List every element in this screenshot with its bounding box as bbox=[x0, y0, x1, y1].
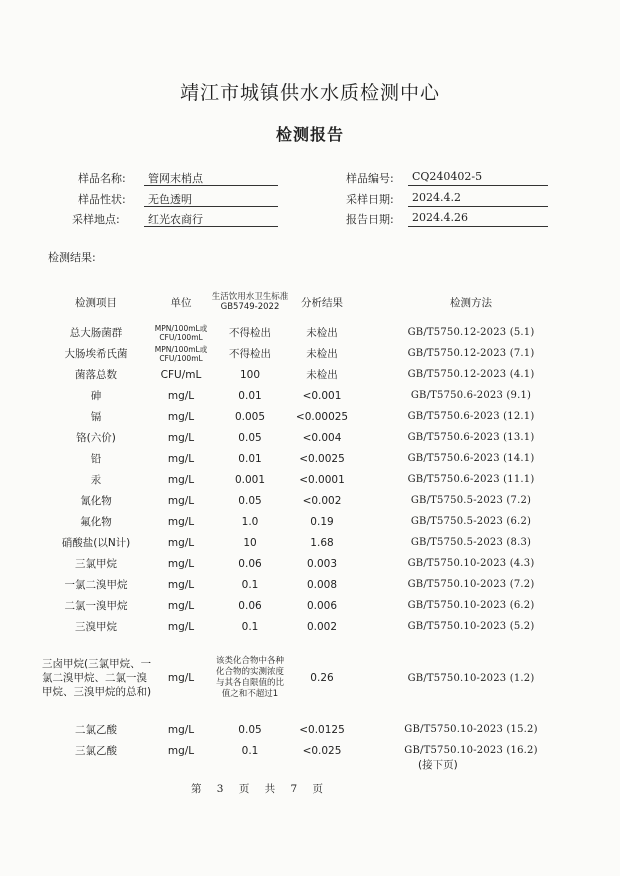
cell-method: GB/T5750.12-2023 (4.1) bbox=[407, 369, 535, 380]
cell-standard: 100 bbox=[239, 368, 261, 381]
cell-method: GB/T5750.5-2023 (8.3) bbox=[410, 537, 532, 548]
cell-unit: mg/L bbox=[167, 389, 195, 402]
table-row bbox=[40, 637, 588, 719]
cell-method: GB/T5750.10-2023 (6.2) bbox=[407, 600, 535, 611]
table-row bbox=[40, 574, 588, 595]
results-label: 检测结果: bbox=[48, 251, 96, 264]
table-row bbox=[40, 740, 588, 761]
sampling-date-value: 2024.4.2 bbox=[408, 191, 548, 207]
cell-standard: 0.1 bbox=[241, 744, 259, 757]
table-row bbox=[40, 469, 588, 490]
cell-standard: 10 bbox=[243, 536, 257, 549]
cell-unit: mg/L bbox=[167, 723, 195, 736]
cell-result: 未检出 bbox=[306, 348, 338, 360]
cell-standard: 0.06 bbox=[238, 599, 262, 612]
cell-unit: mg/L bbox=[167, 452, 195, 465]
cell-unit: mg/L bbox=[167, 494, 195, 507]
cell-unit: mg/L bbox=[167, 410, 195, 423]
table-row bbox=[40, 385, 588, 406]
header-result: 分析结果 bbox=[301, 296, 343, 309]
sample-name-label: 样品名称: bbox=[78, 172, 126, 185]
sampling-date-label: 采样日期: bbox=[346, 193, 394, 206]
cell-item: 砷 bbox=[90, 389, 102, 402]
cell-unit: mg/L bbox=[167, 744, 195, 757]
cell-method: GB/T5750.6-2023 (14.1) bbox=[407, 453, 535, 464]
cell-item: 三氯乙酸 bbox=[75, 744, 117, 757]
cell-standard: 不得检出 bbox=[229, 327, 271, 339]
cell-item: 汞 bbox=[90, 473, 102, 486]
table-row bbox=[40, 616, 588, 637]
cell-result: <0.0025 bbox=[299, 452, 345, 465]
header-method: 检测方法 bbox=[450, 296, 492, 309]
sampling-site-label: 采样地点: bbox=[72, 213, 120, 226]
cell-standard: 0.05 bbox=[238, 723, 262, 736]
cell-method: GB/T5750.12-2023 (5.1) bbox=[407, 327, 535, 338]
cell-method: GB/T5750.10-2023 (15.2) bbox=[404, 724, 538, 735]
cell-standard: 0.06 bbox=[238, 557, 262, 570]
table-row bbox=[40, 343, 588, 364]
cell-standard: 0.05 bbox=[238, 431, 262, 444]
table-row bbox=[40, 511, 588, 532]
cell-result: 0.002 bbox=[306, 620, 338, 633]
cell-result: <0.002 bbox=[302, 494, 342, 507]
results-table bbox=[40, 282, 588, 761]
table-row bbox=[40, 427, 588, 448]
cell-item: 氰化物 bbox=[80, 494, 112, 507]
cell-item: 总大肠菌群 bbox=[69, 326, 123, 339]
cell-method: GB/T5750.6-2023 (12.1) bbox=[407, 411, 535, 422]
cell-method: GB/T5750.10-2023 (7.2) bbox=[407, 579, 535, 590]
cell-result: 0.003 bbox=[306, 557, 338, 570]
cell-unit: CFU/mL bbox=[160, 368, 202, 381]
cell-item: 硝酸盐(以N计) bbox=[61, 536, 131, 549]
cell-method: GB/T5750.5-2023 (6.2) bbox=[410, 516, 532, 527]
cell-unit: mg/L bbox=[167, 431, 195, 444]
continued-note: (接下页) bbox=[418, 759, 458, 771]
cell-unit: mg/L bbox=[167, 620, 195, 633]
cell-method: GB/T5750.6-2023 (13.1) bbox=[407, 432, 535, 443]
cell-unit: mg/L bbox=[167, 473, 195, 486]
report-title: 检测报告 bbox=[275, 125, 344, 144]
sample-no-value: CQ240402-5 bbox=[408, 170, 548, 186]
cell-standard: 该类化合物中各种化合物的实测浓度与其各自限值的比值之和不超过1 bbox=[216, 656, 285, 699]
table-row bbox=[40, 595, 588, 616]
cell-method: GB/T5750.12-2023 (7.1) bbox=[407, 348, 535, 359]
cell-standard: 0.005 bbox=[234, 410, 266, 423]
cell-item: 二氯乙酸 bbox=[75, 723, 117, 736]
cell-unit: mg/L bbox=[167, 557, 195, 570]
table-row bbox=[40, 448, 588, 469]
cell-result: <0.025 bbox=[302, 744, 342, 757]
cell-method: GB/T5750.10-2023 (16.2) bbox=[404, 745, 538, 756]
table-row bbox=[40, 553, 588, 574]
cell-unit: mg/L bbox=[167, 515, 195, 528]
cell-result: 0.26 bbox=[310, 672, 334, 684]
cell-item: 镉 bbox=[90, 410, 102, 423]
cell-result: <0.0125 bbox=[299, 723, 345, 736]
sample-state-label: 样品性状: bbox=[78, 193, 126, 206]
cell-item: 二氯一溴甲烷 bbox=[64, 599, 128, 612]
cell-method: GB/T5750.6-2023 (9.1) bbox=[410, 390, 532, 401]
cell-result: 未检出 bbox=[306, 369, 338, 381]
table-row bbox=[40, 406, 588, 427]
cell-result: <0.0001 bbox=[299, 473, 345, 486]
cell-standard: 0.05 bbox=[238, 494, 262, 507]
cell-result: 0.006 bbox=[306, 599, 338, 612]
table-row bbox=[40, 490, 588, 511]
cell-result: <0.004 bbox=[302, 431, 342, 444]
report-date-value: 2024.4.26 bbox=[408, 211, 548, 227]
cell-item: 铅 bbox=[90, 452, 102, 465]
cell-method: GB/T5750.10-2023 (1.2) bbox=[407, 672, 535, 684]
header-item: 检测项目 bbox=[75, 296, 117, 309]
table-header-row bbox=[40, 282, 588, 322]
cell-standard: 0.1 bbox=[241, 620, 259, 633]
cell-unit: mg/L bbox=[167, 578, 195, 591]
header-unit: 单位 bbox=[170, 296, 192, 309]
cell-unit: MPN/100mL或CFU/100mL bbox=[154, 323, 208, 342]
cell-item: 一氯二溴甲烷 bbox=[64, 578, 128, 591]
cell-method: GB/T5750.10-2023 (4.3) bbox=[407, 558, 535, 569]
org-title: 靖江市城镇供水水质检测中心 bbox=[179, 82, 440, 104]
cell-result: 未检出 bbox=[306, 327, 338, 339]
header-standard: 生活饮用水卫生标准GB5749-2022 bbox=[211, 292, 289, 312]
cell-unit: mg/L bbox=[167, 536, 195, 549]
cell-item: 菌落总数 bbox=[75, 368, 117, 381]
cell-unit: mg/L bbox=[167, 599, 195, 612]
report-date-label: 报告日期: bbox=[346, 213, 394, 226]
cell-item: 三卤甲烷(三氯甲烷、一氯二溴甲烷、二氯一溴甲烷、三溴甲烷的总和) bbox=[42, 658, 152, 698]
cell-result: 1.68 bbox=[310, 536, 334, 549]
cell-standard: 0.01 bbox=[238, 452, 262, 465]
cell-method: GB/T5750.10-2023 (5.2) bbox=[407, 621, 535, 632]
sample-no-label: 样品编号: bbox=[346, 172, 394, 185]
cell-standard: 0.1 bbox=[241, 578, 259, 591]
cell-result: <0.001 bbox=[302, 389, 342, 402]
table-row bbox=[40, 322, 588, 343]
cell-result: 0.008 bbox=[306, 578, 338, 591]
cell-standard: 不得检出 bbox=[229, 348, 271, 360]
table-row bbox=[40, 364, 588, 385]
cell-result: 0.19 bbox=[310, 515, 334, 528]
cell-item: 三溴甲烷 bbox=[75, 620, 117, 633]
cell-method: GB/T5750.5-2023 (7.2) bbox=[410, 495, 532, 506]
sampling-site-value: 红光农商行 bbox=[144, 211, 278, 227]
cell-standard: 0.01 bbox=[238, 389, 262, 402]
table-row bbox=[40, 532, 588, 553]
cell-method: GB/T5750.6-2023 (11.1) bbox=[407, 474, 535, 485]
cell-item: 三氯甲烷 bbox=[75, 557, 117, 570]
cell-unit: mg/L bbox=[167, 672, 195, 684]
cell-unit: MPN/100mL或CFU/100mL bbox=[154, 344, 208, 363]
sample-state-value: 无色透明 bbox=[144, 191, 278, 207]
cell-item: 铬(六价) bbox=[76, 431, 116, 444]
cell-standard: 1.0 bbox=[241, 515, 259, 528]
cell-item: 氟化物 bbox=[80, 515, 112, 528]
page-footer: 第 3 页 共 7 页 bbox=[190, 783, 330, 795]
cell-standard: 0.001 bbox=[234, 473, 266, 486]
cell-result: <0.00025 bbox=[295, 410, 349, 423]
table-row bbox=[40, 719, 588, 740]
sample-name-value: 管网末梢点 bbox=[144, 170, 278, 186]
cell-item: 大肠埃希氏菌 bbox=[64, 347, 128, 360]
